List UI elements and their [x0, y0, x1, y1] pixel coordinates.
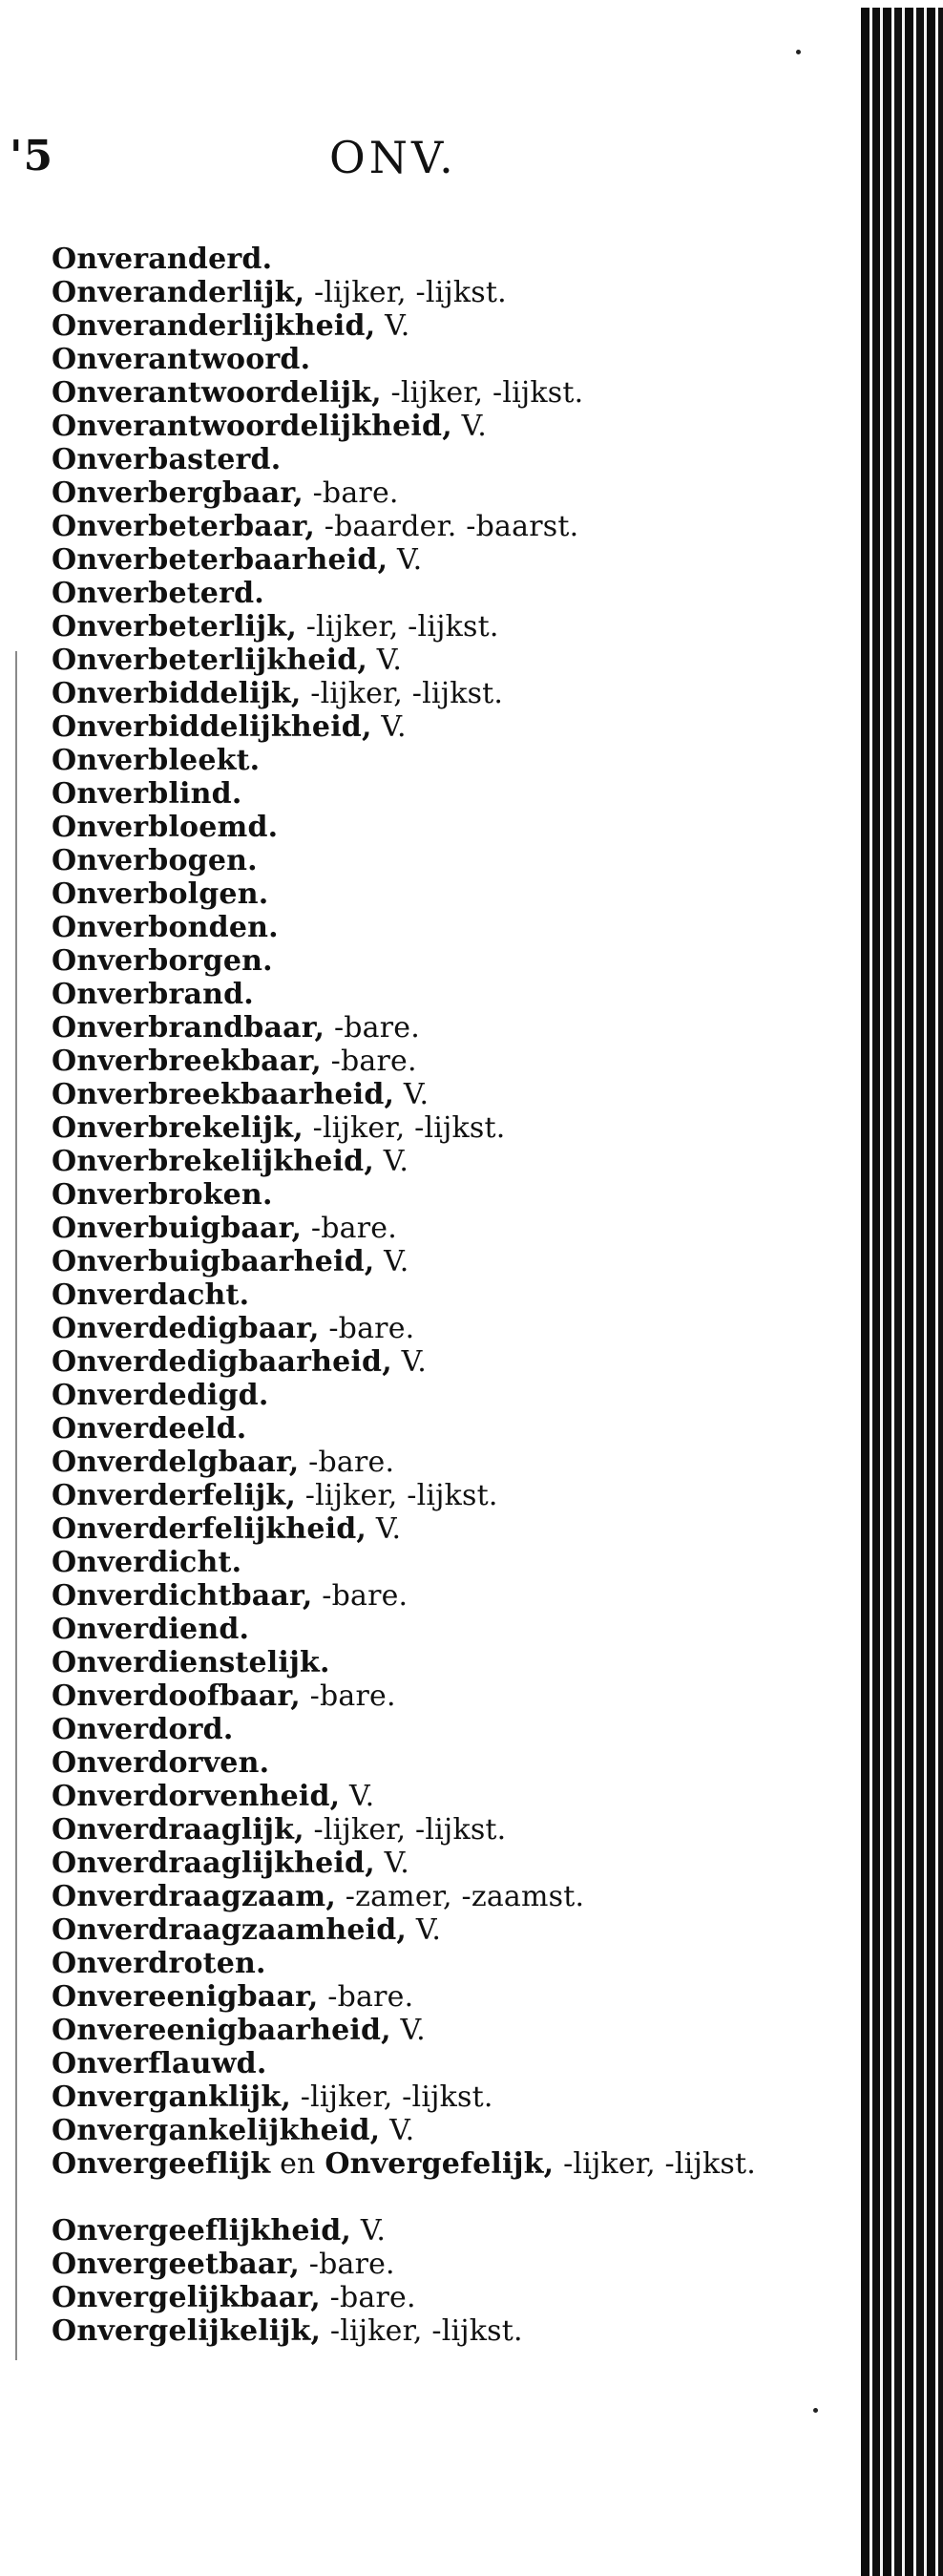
entry-inflection: -bare. — [300, 1679, 396, 1713]
entry-inflection: V. — [388, 543, 423, 577]
entry-connector: en — [270, 2147, 325, 2181]
dictionary-entry — [52, 1011, 796, 1045]
entry-inflection: V. — [375, 309, 410, 343]
entry-inflection: V. — [407, 1913, 442, 1947]
dictionary-entry — [52, 376, 796, 410]
entry-headword: Onveranderd. — [52, 243, 273, 276]
dictionary-entry — [52, 343, 796, 376]
dictionary-entry — [52, 543, 796, 577]
entry-headword: Onverantwoordelijk, — [52, 376, 382, 410]
entry-headword: Onverdichtbaar, — [52, 1579, 313, 1613]
entry-inflection: -lijker, -lijkst. — [304, 276, 507, 309]
dictionary-entry — [52, 1111, 796, 1145]
dictionary-entry — [52, 777, 796, 811]
dictionary-entry — [52, 510, 796, 543]
dictionary-entry — [52, 2014, 796, 2047]
entry-headword: Onverbrekelijkheid, — [52, 1145, 374, 1178]
dictionary-entry — [52, 877, 796, 911]
entry-inflection: V. — [371, 710, 407, 744]
entry-headword: Onverdroten. — [52, 1947, 266, 1980]
entry-inflection: V. — [390, 2014, 426, 2047]
dictionary-entry — [52, 309, 796, 343]
dictionary-entry — [52, 644, 796, 677]
entry-headword: Onverbuigbaarheid, — [52, 1245, 375, 1278]
entry-inflection: V. — [380, 2114, 415, 2147]
dictionary-entry — [52, 1546, 796, 1579]
dictionary-entry — [52, 1312, 796, 1345]
dictionary-entry — [52, 1178, 796, 1212]
entry-inflection: -lijker, -lijkst. — [296, 1479, 498, 1512]
dictionary-entry — [52, 410, 796, 443]
dictionary-entry — [52, 443, 796, 476]
entry-headword: Onverbuigbaar, — [52, 1212, 303, 1245]
entry-headword: Onverdelgbaar, — [52, 1446, 300, 1479]
entry-headword: Onverbrand. — [52, 978, 254, 1011]
entry-inflection: -bare. — [299, 1446, 395, 1479]
entry-inflection: V. — [394, 1078, 430, 1111]
entry-inflection: V. — [451, 410, 487, 443]
entry-headword: Onverdord. — [52, 1713, 234, 1746]
entry-headword: Onverdienstelijk. — [52, 1646, 330, 1679]
entry-headword: Onverdoofbaar, — [52, 1679, 301, 1713]
entry-inflection: -lijker, -lijkst. — [303, 1111, 506, 1145]
entry-inflection: -baarder. -baarst. — [315, 510, 579, 543]
entry-headword: Onveranderlijkheid, — [52, 309, 376, 343]
entry-variant-headword: Onvergefelijk, — [325, 2147, 555, 2181]
entry-inflection: V. — [340, 1780, 375, 1813]
entry-headword: Onverbrekelijk, — [52, 1111, 304, 1145]
dictionary-entry — [52, 844, 796, 877]
entry-inflection: -bare. — [319, 1312, 415, 1345]
entry-inflection: V. — [351, 2214, 387, 2248]
dictionary-entry — [52, 1479, 796, 1512]
entry-inflection: -lijker, -lijkst. — [301, 677, 504, 710]
dictionary-entry — [52, 276, 796, 309]
entry-headword: Onverbeterd. — [52, 577, 264, 610]
dictionary-entry — [52, 1212, 796, 1245]
entry-headword: Onvergelijkelijk, — [52, 2314, 322, 2348]
dictionary-entry — [52, 1512, 796, 1546]
dictionary-entry — [52, 1713, 796, 1746]
dictionary-entry — [52, 978, 796, 1011]
entry-headword: Onvergelijkbaar, — [52, 2281, 321, 2314]
entry-headword: Onvergeeflijk — [52, 2147, 271, 2181]
entry-headword: Onverbloemd. — [52, 811, 279, 844]
entry-headword: Onverantwoordelijkheid, — [52, 410, 452, 443]
entry-inflection: V. — [367, 1512, 402, 1546]
entry-headword: Onverbleekt. — [52, 744, 261, 777]
dictionary-entry — [52, 911, 796, 944]
dictionary-entry — [52, 2114, 796, 2147]
entry-headword: Onvergankelijkheid, — [52, 2114, 381, 2147]
dictionary-entry — [52, 1446, 796, 1479]
dictionary-entry — [52, 1646, 796, 1679]
entry-headword: Onverdedigbaarheid, — [52, 1345, 392, 1379]
entry-headword: Onverflauwd. — [52, 2047, 267, 2080]
entry-headword: Onvergeeflijkheid, — [52, 2214, 352, 2248]
entry-headword: Onverbasterd. — [52, 443, 282, 476]
entry-headword: Onverganklijk, — [52, 2080, 291, 2114]
dictionary-entry — [52, 1679, 796, 1713]
entry-headword: Onverbeterbaarheid, — [52, 543, 388, 577]
entry-inflection: -bare. — [325, 1011, 420, 1045]
dictionary-entry — [52, 1746, 796, 1780]
entry-headword: Onverdorven. — [52, 1746, 270, 1780]
dictionary-entry — [52, 2147, 796, 2214]
page-number: '5 — [10, 132, 54, 180]
dictionary-entry — [52, 610, 796, 644]
dictionary-entry — [52, 1345, 796, 1379]
entry-headword: Onverdraaglijk, — [52, 1813, 304, 1847]
dictionary-entry — [52, 1145, 796, 1178]
entry-inflection: -bare. — [303, 476, 399, 510]
entry-headword: Onverdedigbaar, — [52, 1312, 320, 1345]
dictionary-entry — [52, 1045, 796, 1078]
entry-inflection: -lijker, -lijkst. — [321, 2314, 523, 2348]
entry-inflection: -lijker, -lijkst. — [554, 2147, 756, 2181]
dictionary-entry — [52, 1913, 796, 1947]
entry-headword: Onverbogen. — [52, 844, 258, 877]
entry-headword: Onvereenigbaar, — [52, 1980, 319, 2014]
entry-headword: Onverdacht. — [52, 1278, 250, 1312]
entry-headword: Onverdraagzaam, — [52, 1880, 337, 1913]
entry-inflection: -bare. — [321, 1045, 417, 1078]
entry-headword: Onvergeetbaar, — [52, 2248, 300, 2281]
entry-inflection: -zamer, -zaamst. — [336, 1880, 585, 1913]
entry-headword: Onverdedigd. — [52, 1379, 269, 1412]
entry-headword: Onveranderlijk, — [52, 276, 305, 309]
entry-headword: Onverderfelijkheid, — [52, 1512, 367, 1546]
dictionary-entry — [52, 710, 796, 744]
dictionary-entry — [52, 1078, 796, 1111]
entry-headword: Onverbreekbaarheid, — [52, 1078, 395, 1111]
dictionary-entry — [52, 476, 796, 510]
entry-inflection: V. — [374, 1847, 409, 1880]
dictionary-entry — [52, 2248, 796, 2281]
dictionary-entry — [52, 243, 796, 276]
entry-headword: Onverbroken. — [52, 1178, 273, 1212]
book-binding-edge — [861, 8, 943, 2576]
entry-inflection: -lijker, -lijkst. — [296, 610, 499, 644]
dictionary-entry — [52, 1613, 796, 1646]
dictionary-entry — [52, 2214, 796, 2248]
entry-headword: Onverbiddelijk, — [52, 677, 302, 710]
print-speck — [813, 2408, 818, 2413]
dictionary-entry — [52, 944, 796, 978]
entry-inflection: -bare. — [318, 1980, 414, 2014]
dictionary-entry — [52, 811, 796, 844]
print-speck — [796, 50, 801, 54]
entry-inflection: -bare. — [320, 2281, 416, 2314]
entry-headword: Onverbreekbaar, — [52, 1045, 322, 1078]
dictionary-entry — [52, 577, 796, 610]
dictionary-entry — [52, 1880, 796, 1913]
margin-rule — [15, 651, 17, 2360]
entry-headword: Onverdicht. — [52, 1546, 242, 1579]
entry-inflection: V. — [391, 1345, 427, 1379]
dictionary-entry — [52, 677, 796, 710]
dictionary-entry — [52, 1245, 796, 1278]
dictionary-entry — [52, 2281, 796, 2314]
dictionary-entry — [52, 1813, 796, 1847]
entry-headword: Onverdraagzaamheid, — [52, 1913, 408, 1947]
entry-headword: Onverdorvenheid, — [52, 1780, 341, 1813]
entry-headword: Onverdiend. — [52, 1613, 250, 1646]
dictionary-entry — [52, 1980, 796, 2014]
entry-inflection: V. — [374, 1245, 409, 1278]
entry-inflection: -bare. — [312, 1579, 409, 1613]
entry-inflection: -bare. — [302, 1212, 397, 1245]
dictionary-entry — [52, 744, 796, 777]
entry-headword: Onverbrandbaar, — [52, 1011, 325, 1045]
entry-inflection: -bare. — [300, 2248, 395, 2281]
dictionary-entry — [52, 1412, 796, 1446]
entry-headword: Onverbonden. — [52, 911, 279, 944]
entry-headword: Onverblind. — [52, 777, 242, 811]
dictionary-entry — [52, 2080, 796, 2114]
entry-inflection: V. — [373, 1145, 409, 1178]
dictionary-entry — [52, 1847, 796, 1880]
dictionary-entry — [52, 2314, 796, 2348]
running-head: ONV. — [329, 132, 457, 183]
dictionary-entry — [52, 1278, 796, 1312]
dictionary-entry — [52, 1379, 796, 1412]
entry-headword: Onverbiddelijkheid, — [52, 710, 372, 744]
entry-headword: Onverantwoord. — [52, 343, 311, 376]
dictionary-entry — [52, 1780, 796, 1813]
entry-inflection: -lijker, -lijkst. — [381, 376, 584, 410]
entry-inflection: -lijker, -lijkst. — [290, 2080, 493, 2114]
dictionary-entry — [52, 1579, 796, 1613]
entry-headword: Onvereenigbaarheid, — [52, 2014, 391, 2047]
entry-headword: Onverdeeld. — [52, 1412, 247, 1446]
entry-headword: Onverbeterlijkheid, — [52, 644, 368, 677]
entry-headword: Onverborgen. — [52, 944, 273, 978]
entry-headword: Onverbolgen. — [52, 877, 269, 911]
entry-headword: Onverbeterlijk, — [52, 610, 297, 644]
dictionary-entry — [52, 2047, 796, 2080]
dictionary-entry — [52, 1947, 796, 1980]
dictionary-entry-list — [52, 243, 796, 2348]
entry-inflection: V. — [367, 644, 403, 677]
entry-headword: Onverbeterbaar, — [52, 510, 316, 543]
entry-headword: Onverbergbaar, — [52, 476, 304, 510]
entry-inflection: -lijker, -lijkst. — [304, 1813, 507, 1847]
entry-headword: Onverdraaglijkheid, — [52, 1847, 375, 1880]
entry-headword: Onverderfelijk, — [52, 1479, 297, 1512]
